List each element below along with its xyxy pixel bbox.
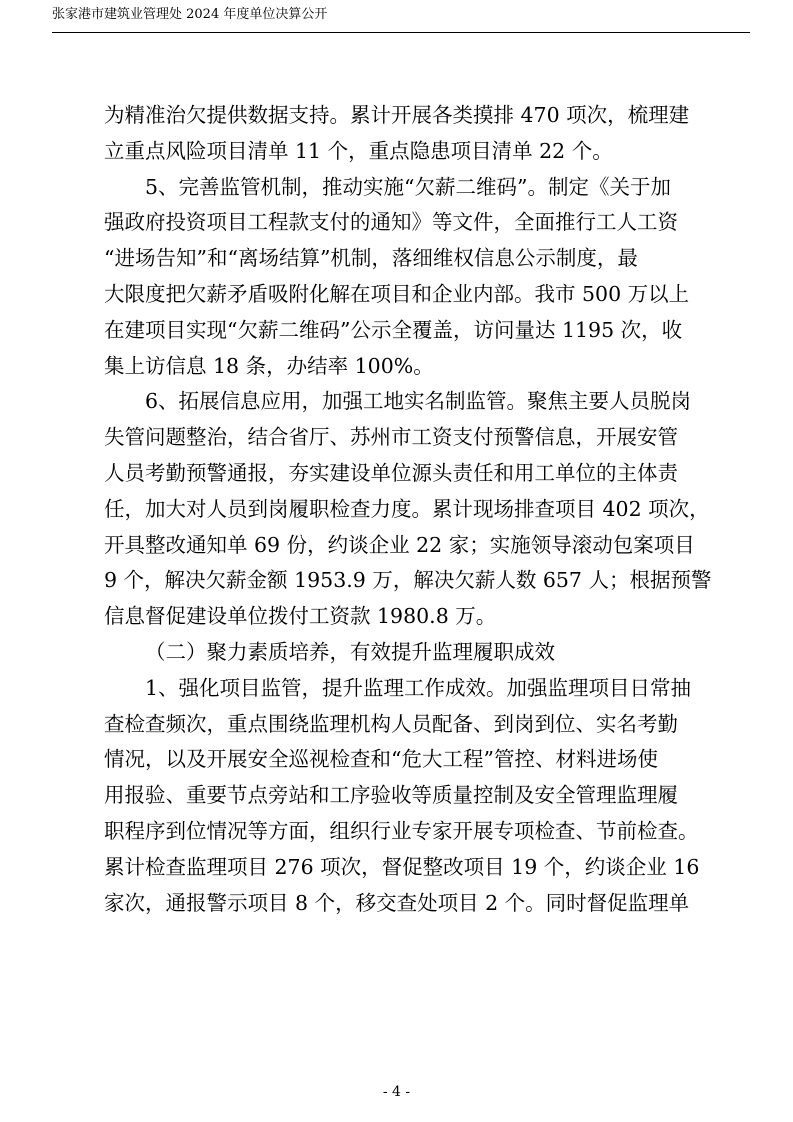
document-body [104, 98, 716, 921]
text-line: 失管问题整治，结合省厅、苏州市工资支付预警信息，开展安管 [104, 425, 678, 450]
text-line: 为精准治欠提供数据支持。累计开展各类摸排 470 项次，梳理建 [104, 103, 690, 127]
text-line: 任，加大对人员到岗履职检查力度。累计现场排查项目 402 项次， [104, 496, 710, 521]
text-line: （二）聚力素质培养，有效提升监理履职成效 [145, 639, 555, 664]
text-line: 集上访信息 18 条，办结率 100%。 [104, 353, 434, 378]
text-line: 职程序到位情况等方面，组织行业专家开展专项检查、节前检查。 [104, 818, 699, 843]
text-line: 人员考勤预警通报，夯实建设单位源头责任和用工单位的主体责 [104, 460, 678, 485]
text-line: 开具整改通知单 69 份，约谈企业 22 家；实施领导滚动包案项目 [104, 532, 695, 557]
header-divider [52, 32, 750, 33]
page-number: - 4 - [382, 1084, 411, 1100]
text-line: 6、拓展信息应用，加强工地实名制监管。聚焦主要人员脱岗 [145, 389, 692, 414]
text-line: 强政府投资项目工程款支付的通知》等文件，全面推行工人工资 [104, 210, 678, 235]
text-line: 累计检查监理项目 276 项次，督促整改项目 19 个，约谈企业 16 [104, 854, 700, 879]
text-line: 在建项目实现“欠薪二维码”公示全覆盖，访问量达 1195 次，收 [104, 317, 683, 342]
text-line: 立重点风险项目清单 11 个，重点隐患项目清单 22 个。 [104, 138, 613, 163]
text-line: 9 个，解决欠薪金额 1953.9 万，解决欠薪人数 657 人；根据预警 [104, 568, 712, 593]
text-line: 情况，以及开展安全巡视检查和“危大工程”管控、材料进场使 [104, 747, 658, 772]
text-line: 大限度把欠薪矛盾吸附化解在项目和企业内部。我市 500 万以上 [104, 281, 690, 306]
text-line: “进场告知”和“离场结算”机制，落细维权信息公示制度，最 [104, 246, 638, 271]
text-line: 1、强化项目监管，提升监理工作成效。加强监理项目日常抽 [145, 675, 692, 700]
text-line: 5、完善监管机制，推动实施“欠薪二维码”。制定《关于加 [145, 174, 672, 199]
text-line: 查检查频次，重点围绕监理机构人员配备、到岗到位、实名考勤 [104, 711, 678, 736]
text-line: 信息督促建设单位拨付工资款 1980.8 万。 [104, 604, 497, 629]
text-line: 家次，通报警示项目 8 个，移交查处项目 2 个。同时督促监理单 [104, 890, 690, 915]
text-line: 用报验、重要节点旁站和工序验收等质量控制及安全管理监理履 [104, 783, 678, 808]
running-header: 张家港市建筑业管理处 2024 年度单位决算公开 [52, 7, 328, 22]
